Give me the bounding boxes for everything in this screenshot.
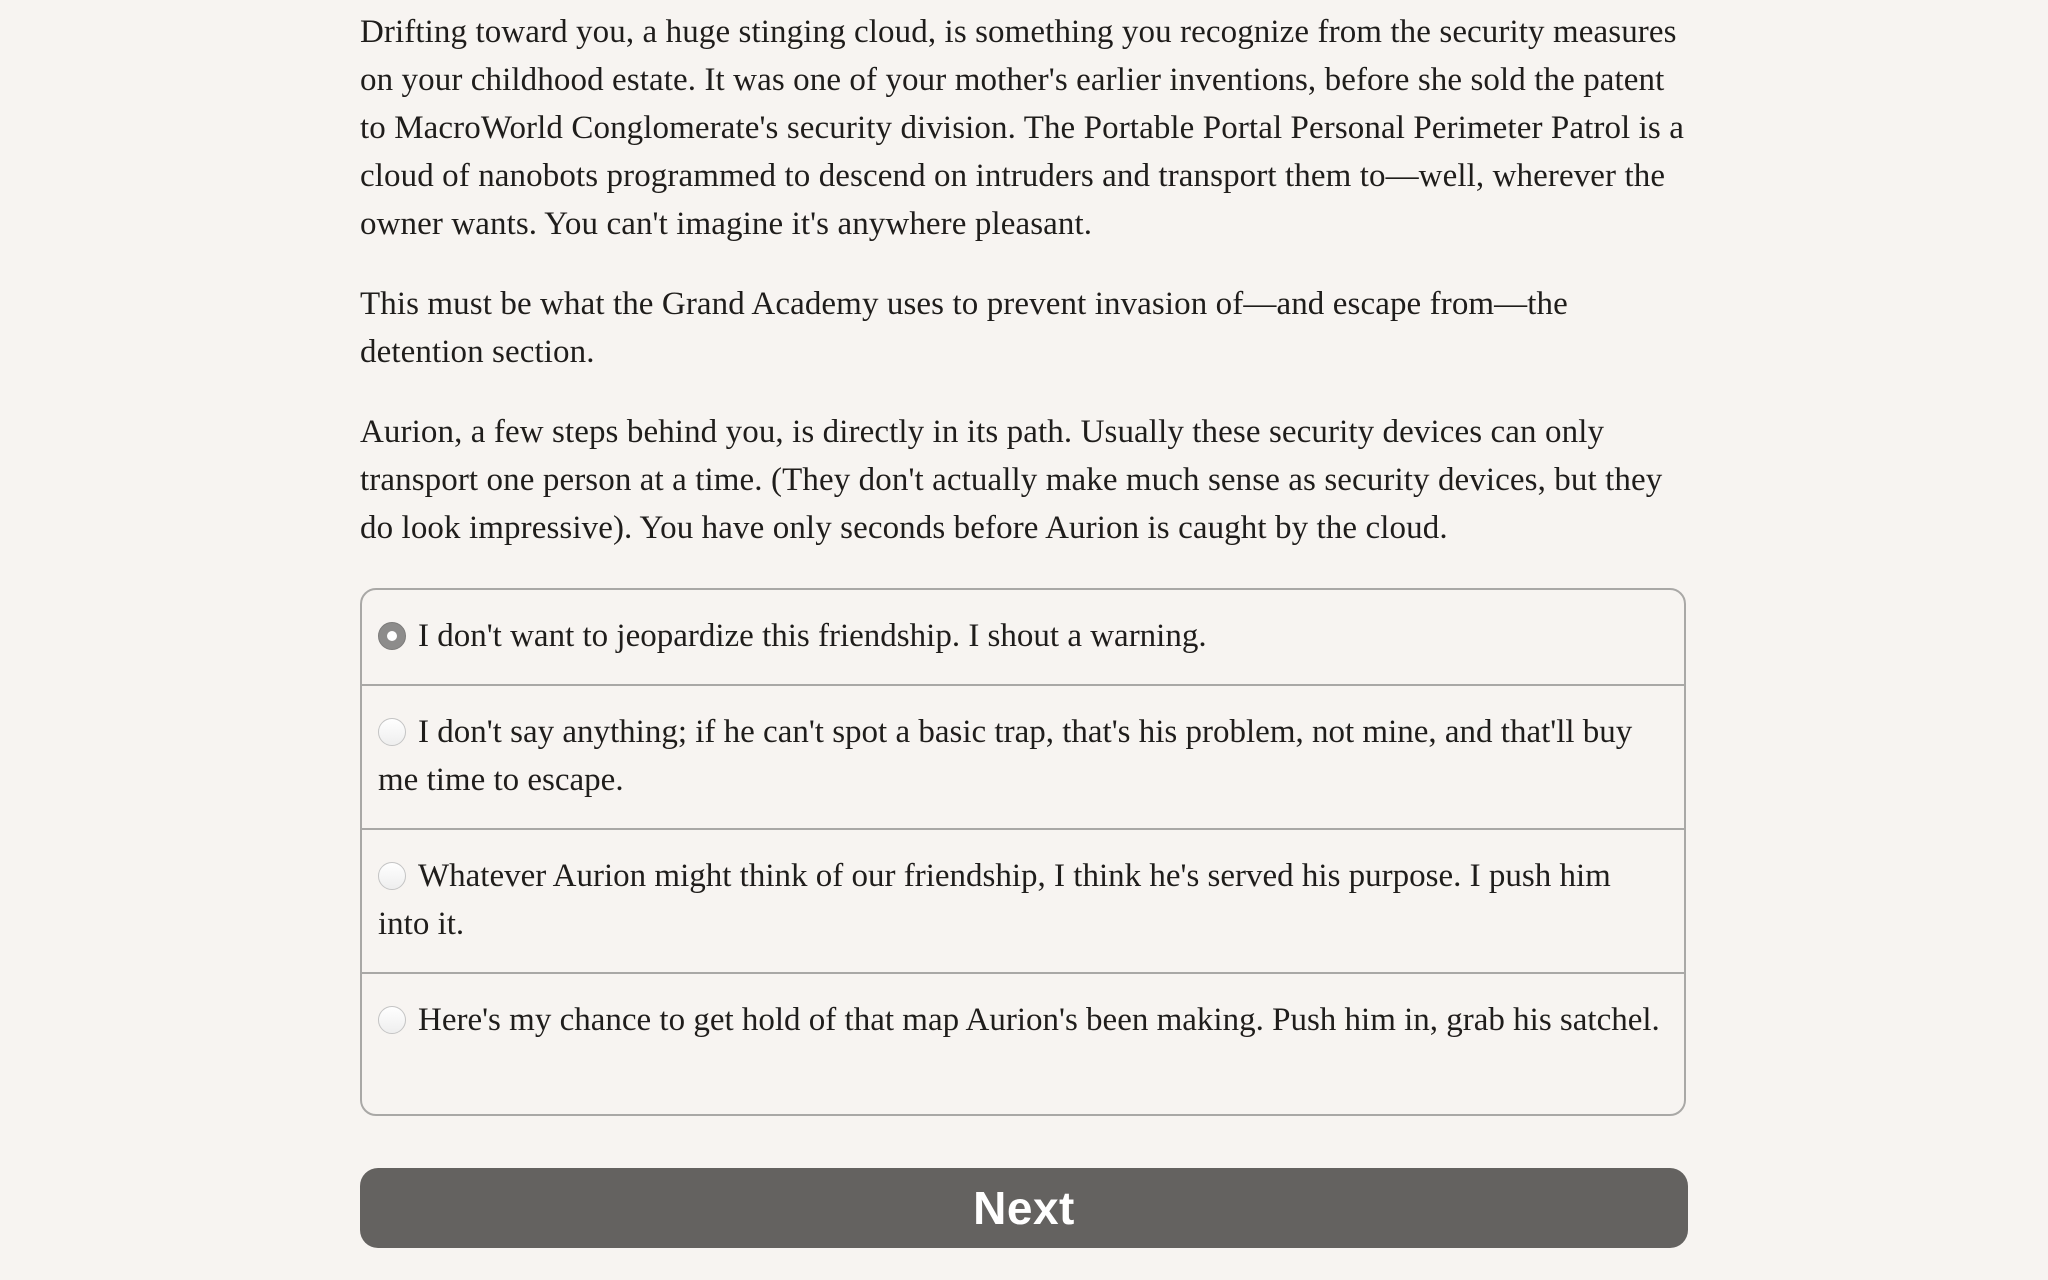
next-button[interactable]: Next (360, 1168, 1688, 1248)
choice-label: I don't want to jeopardize this friendship. I shout a warning. (418, 618, 1207, 654)
passage-paragraph: Drifting toward you, a huge stinging cloud, is something you recognize from the security measures on your childhood estate. It was one of your mother's earlier inventions, before she sold the patent to MacroWorld Conglomerate's security division. The Portable Portal Personal Perimeter Patrol is a cloud of nanobots programmed to descend on intruders and transport them to—well, wherever the owner wants. You can't imagine it's anywhere pleasant. (360, 14, 1684, 242)
story-passage (360, 0, 1688, 552)
radio-unselected-icon[interactable] (378, 1006, 406, 1034)
choice-label: Whatever Aurion might think of our friendship, I think he's served his purpose. I push him into it. (378, 858, 1611, 942)
passage-paragraph: Aurion, a few steps behind you, is directly in its path. Usually these security devices can only transport one person at a time. (They don't actually make much sense as security devices, but they do look impressive). You have only seconds before Aurion is caught by the cloud. (360, 414, 1663, 546)
choice-label: I don't say anything; if he can't spot a basic trap, that's his problem, not mine, and that'll buy me time to escape. (378, 714, 1633, 798)
choice-list (360, 588, 1686, 1116)
choice-option-grab-satchel[interactable] (362, 972, 1684, 1114)
choice-option-push-him[interactable] (362, 828, 1684, 972)
radio-unselected-icon[interactable] (378, 862, 406, 890)
passage-paragraph: This must be what the Grand Academy uses to prevent invasion of—and escape from—the detention section. (360, 286, 1568, 370)
choice-option-warn[interactable] (362, 590, 1684, 684)
choice-label: Here's my chance to get hold of that map Aurion's been making. Push him in, grab his satchel. (418, 1002, 1660, 1038)
radio-selected-icon[interactable] (378, 622, 406, 650)
story-page (360, 0, 1688, 1234)
radio-unselected-icon[interactable] (378, 718, 406, 746)
choice-option-stay-silent[interactable] (362, 684, 1684, 828)
